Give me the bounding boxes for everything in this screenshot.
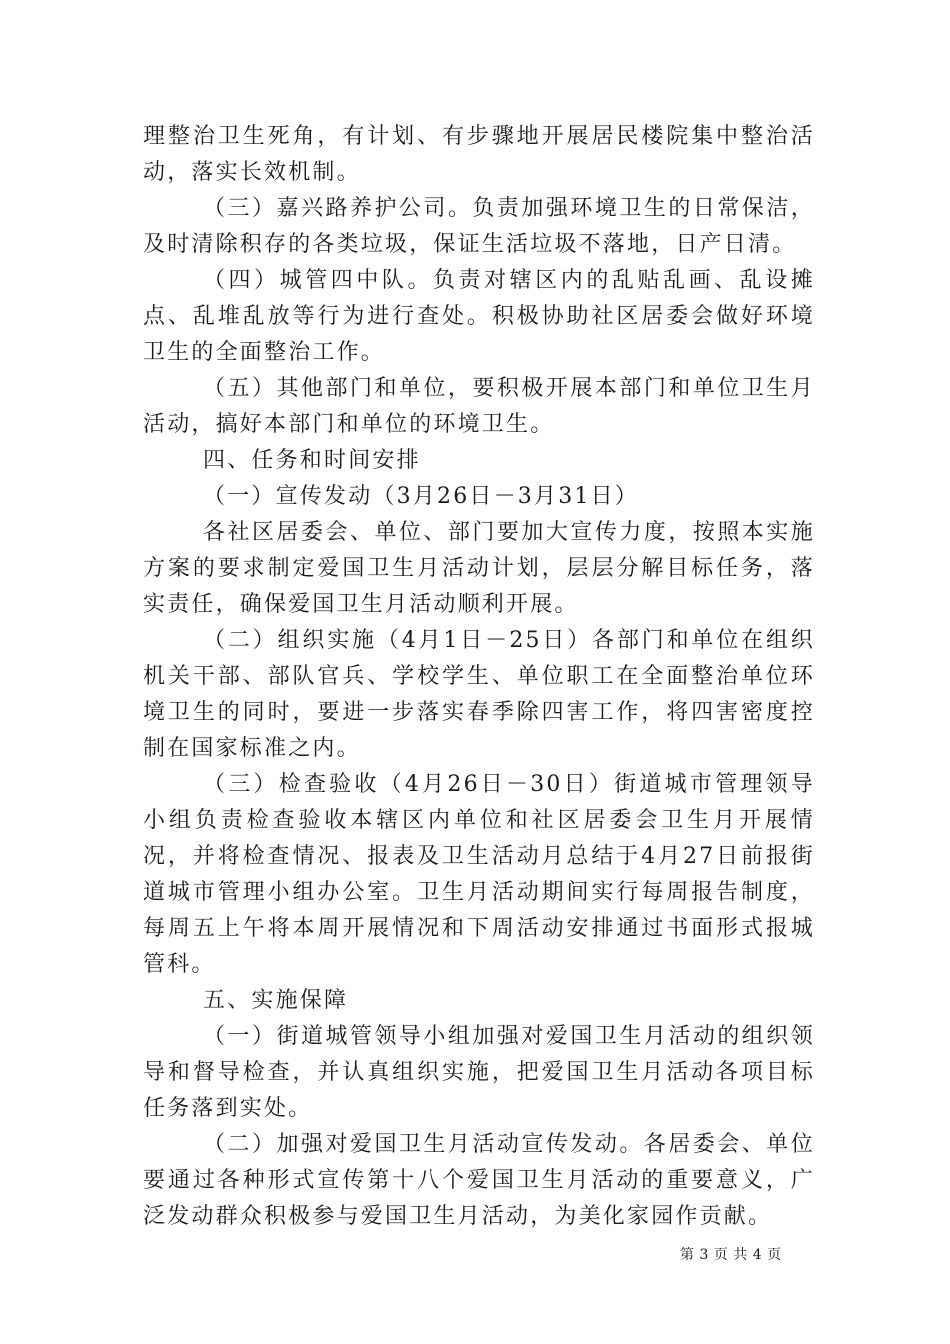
document-body xyxy=(143,119,815,1235)
paragraph-inspection: （三）检查验收（4月26日－30日）街道城市管理领导小组负责检查验收本辖区内单位和社区居委会卫生月开展情况，并将检查情况、报表及卫生活动月总结于4月27日前报街道城市管理小组办公室。卫生月活动期间实行每周报告制度，每周五上午将本周开展情况和下周活动安排通过书面形式报城管科。 xyxy=(143,772,815,977)
paragraph-promotion: （二）加强对爱国卫生月活动宣传发动。各居委会、单位要通过各种形式宣传第十八个爱国卫生月活动的重要意义，广泛发动群众积极参与爱国卫生月活动，为美化家园作贡献。 xyxy=(143,1132,815,1229)
section-heading-guarantee: 五、实施保障 xyxy=(203,988,349,1013)
subheading-publicity: （一）宣传发动（3月26日－3月31日） xyxy=(203,484,639,509)
paragraph-jiaxing-road: （三）嘉兴路养护公司。负责加强环境卫生的日常保洁，及时清除积存的各类垃圾，保证生活垃圾不落地，日产日清。 xyxy=(143,196,815,257)
paragraph-implementation: （二）组织实施（4月1日－25日）各部门和单位在组织机关干部、部队官兵、学校学生、单位职工在全面整治单位环境卫生的同时，要进一步落实春季除四害工作，将四害密度控制在国家标准之内。 xyxy=(143,628,815,761)
page-number-footer: 第 3 页 共 4 页 xyxy=(680,1247,782,1263)
paragraph-publicity: 各社区居委会、单位、部门要加大宣传力度，按照本实施方案的要求制定爱国卫生月活动计划，层层分解目标任务，落实责任，确保爱国卫生月活动顺利开展。 xyxy=(143,520,815,617)
paragraph-chengguan: （四）城管四中队。负责对辖区内的乱贴乱画、乱设摊点、乱堆乱放等行为进行查处。积极协助社区居委会做好环境卫生的全面整治工作。 xyxy=(143,268,815,365)
paragraph-leadership: （一）街道城管领导小组加强对爱国卫生月活动的组织领导和督导检查，并认真组织实施，把爱国卫生月活动各项目标任务落到实处。 xyxy=(143,1024,815,1121)
section-heading-tasks: 四、任务和时间安排 xyxy=(203,448,421,473)
paragraph-continuation: 理整治卫生死角，有计划、有步骤地开展居民楼院集中整治活动，落实长效机制。 xyxy=(143,124,815,185)
paragraph-other-departments: （五）其他部门和单位，要积极开展本部门和单位卫生月活动，搞好本部门和单位的环境卫生。 xyxy=(143,376,815,437)
